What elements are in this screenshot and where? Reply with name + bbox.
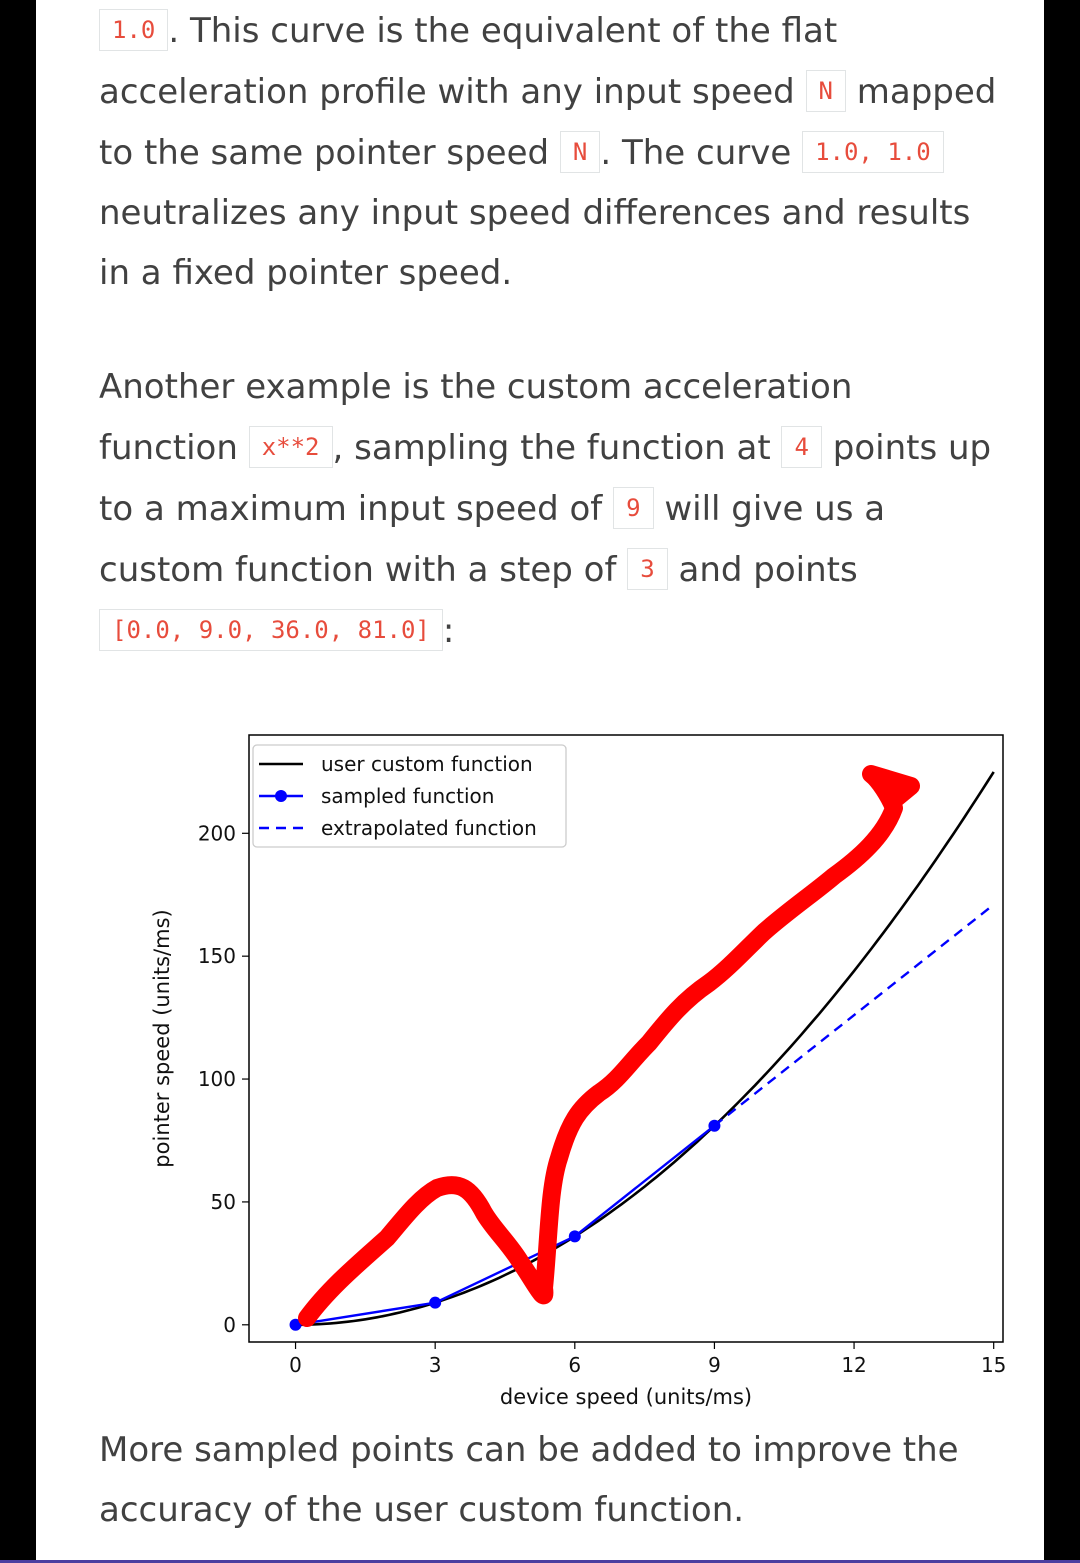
code-max-speed: 9 [613, 487, 653, 529]
text-span: : [442, 611, 455, 651]
paragraph-flat-profile [99, 0, 999, 303]
text-span: will give us a custom function with a step of [99, 489, 886, 590]
code-1-0-1-0: 1.0, 1.0 [802, 131, 944, 173]
text-span: . This curve is the equivalent of the flat acceleration profile with any input speed [99, 11, 838, 112]
text-span: Another example is the custom acceleration function [99, 367, 853, 468]
y-tick-label: 100 [197, 1067, 236, 1092]
y-tick-label: 200 [197, 821, 236, 846]
x-tick-label: 9 [708, 1353, 721, 1377]
series-sampled-function [296, 1126, 715, 1325]
code-step: 3 [627, 548, 667, 590]
x-tick-label: 6 [568, 1353, 582, 1377]
y-tick-label: 50 [210, 1189, 236, 1214]
code-1-0: 1.0 [99, 9, 168, 51]
paragraph-more-points: More sampled points can be added to improve the accuracy of the user custom function. [99, 1430, 959, 1530]
legend-label: user custom function [321, 752, 533, 776]
y-axis-label: pointer speed (units/ms) [150, 909, 174, 1168]
documentation-page [36, 0, 1044, 1560]
sample-point [569, 1230, 581, 1242]
x-axis-label: device speed (units/ms) [499, 1385, 753, 1409]
text-span: . The curve [600, 133, 803, 173]
sample-point [429, 1297, 441, 1309]
legend-label: sampled function [321, 784, 495, 808]
x-tick-label: 0 [289, 1353, 302, 1377]
acceleration-chart [99, 718, 1007, 1409]
code-n: N [806, 70, 846, 112]
code-points: 4 [781, 426, 821, 468]
text-span: , sampling the function at [332, 428, 782, 468]
text-span: and points [667, 550, 858, 590]
paragraph-custom-example [99, 357, 999, 661]
text-span: mapped to the same pointer speed [99, 72, 997, 173]
legend-label: extrapolated function [321, 816, 537, 840]
text-span: points up to a maximum input speed of [99, 428, 992, 529]
y-tick-label: 0 [223, 1312, 236, 1337]
legend-marker [275, 790, 287, 802]
code-points-list: [0.0, 9.0, 36.0, 81.0] [99, 609, 443, 651]
y-tick-label: 150 [197, 944, 236, 969]
text-span: neutralizes any input speed differences and results in a fixed pointer speed. [99, 193, 971, 293]
x-tick-label: 3 [428, 1353, 442, 1377]
chart-svg [99, 718, 1007, 1409]
x-tick-label: 15 [980, 1353, 1007, 1377]
red-annotation-scribble [307, 774, 911, 1318]
code-n-2: N [560, 131, 600, 173]
x-tick-label: 12 [841, 1353, 867, 1377]
code-function: x**2 [249, 426, 333, 468]
